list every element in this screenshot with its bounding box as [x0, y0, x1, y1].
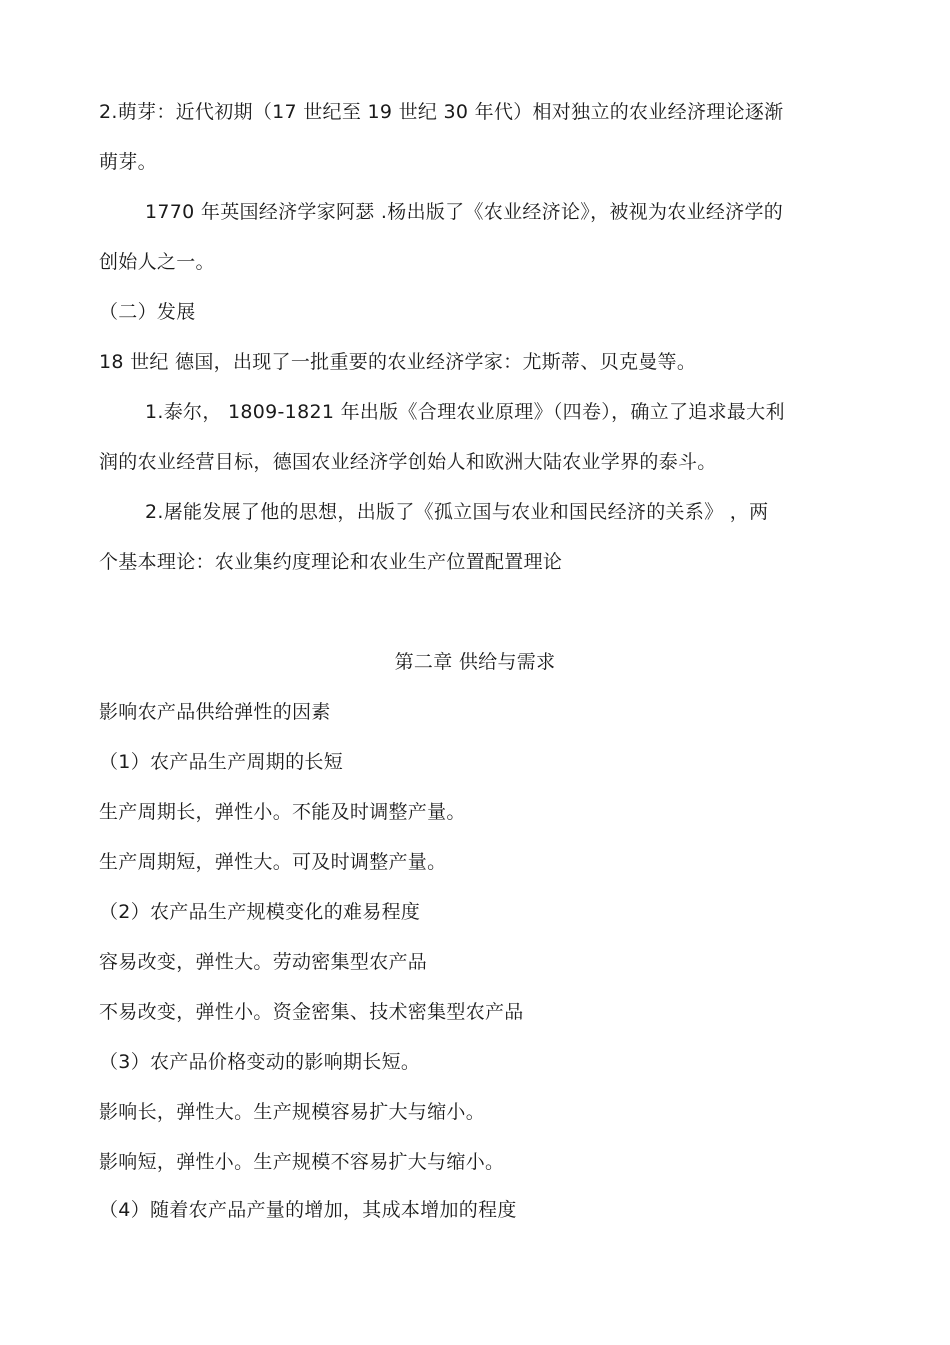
paragraph-thaer-line2: 润的农业经营目标，德国农业经济学创始人和欧洲大陆农业学界的泰斗。 [99, 451, 717, 473]
paragraph-thunen-line2: 个基本理论：农业集约度理论和农业生产位置配置理论 [99, 551, 563, 573]
list-item-3-heading: （3）农产品价格变动的影响期长短。 [99, 1051, 421, 1073]
list-item-2-heading: （2）农产品生产规模变化的难易程度 [99, 901, 421, 923]
list-item-1-heading: （1）农产品生产周期的长短 [99, 751, 343, 773]
paragraph-sprouting-line1: 2.萌芽：近代初期（17 世纪至 19 世纪 30 年代）相对独立的农业经济理论逐渐 [99, 101, 784, 123]
list-item-1-point-a: 生产周期长，弹性小。不能及时调整产量。 [99, 801, 466, 823]
list-item-2-point-a: 容易改变，弹性大。劳动密集型农产品 [99, 951, 428, 973]
paragraph-sprouting-line2: 萌芽。 [99, 151, 157, 173]
list-item-3-point-b: 影响短，弹性小。生产规模不容易扩大与缩小。 [99, 1151, 505, 1173]
paragraph-thunen-line1: 2.屠能发展了他的思想，出版了《孤立国与农业和国民经济的关系》 ，两 [145, 501, 769, 523]
paragraph-arthur-young-line1: 1770 年英国经济学家阿瑟 .杨出版了《农业经济论》，被视为农业经济学的 [145, 201, 784, 223]
list-item-4-heading: （4）随着农产品产量的增加，其成本增加的程度 [99, 1199, 517, 1221]
list-item-2-point-b: 不易改变，弹性小。资金密集、技术密集型农产品 [99, 1001, 524, 1023]
heading-development: （二）发展 [99, 301, 196, 323]
paragraph-18th-century: 18 世纪 德国，出现了一批重要的农业经济学家：尤斯蒂、贝克曼等。 [99, 351, 697, 373]
paragraph-arthur-young-line2: 创始人之一。 [99, 251, 215, 273]
paragraph-thaer-line1: 1.泰尔， 1809-1821 年出版《合理农业原理》（四卷），确立了追求最大利 [145, 401, 785, 423]
chapter-title: 第二章 供给与需求 [394, 651, 556, 673]
list-item-1-point-b: 生产周期短，弹性大。可及时调整产量。 [99, 851, 447, 873]
list-item-3-point-a: 影响长，弹性大。生产规模容易扩大与缩小。 [99, 1101, 486, 1123]
section-intro: 影响农产品供给弹性的因素 [99, 701, 331, 723]
